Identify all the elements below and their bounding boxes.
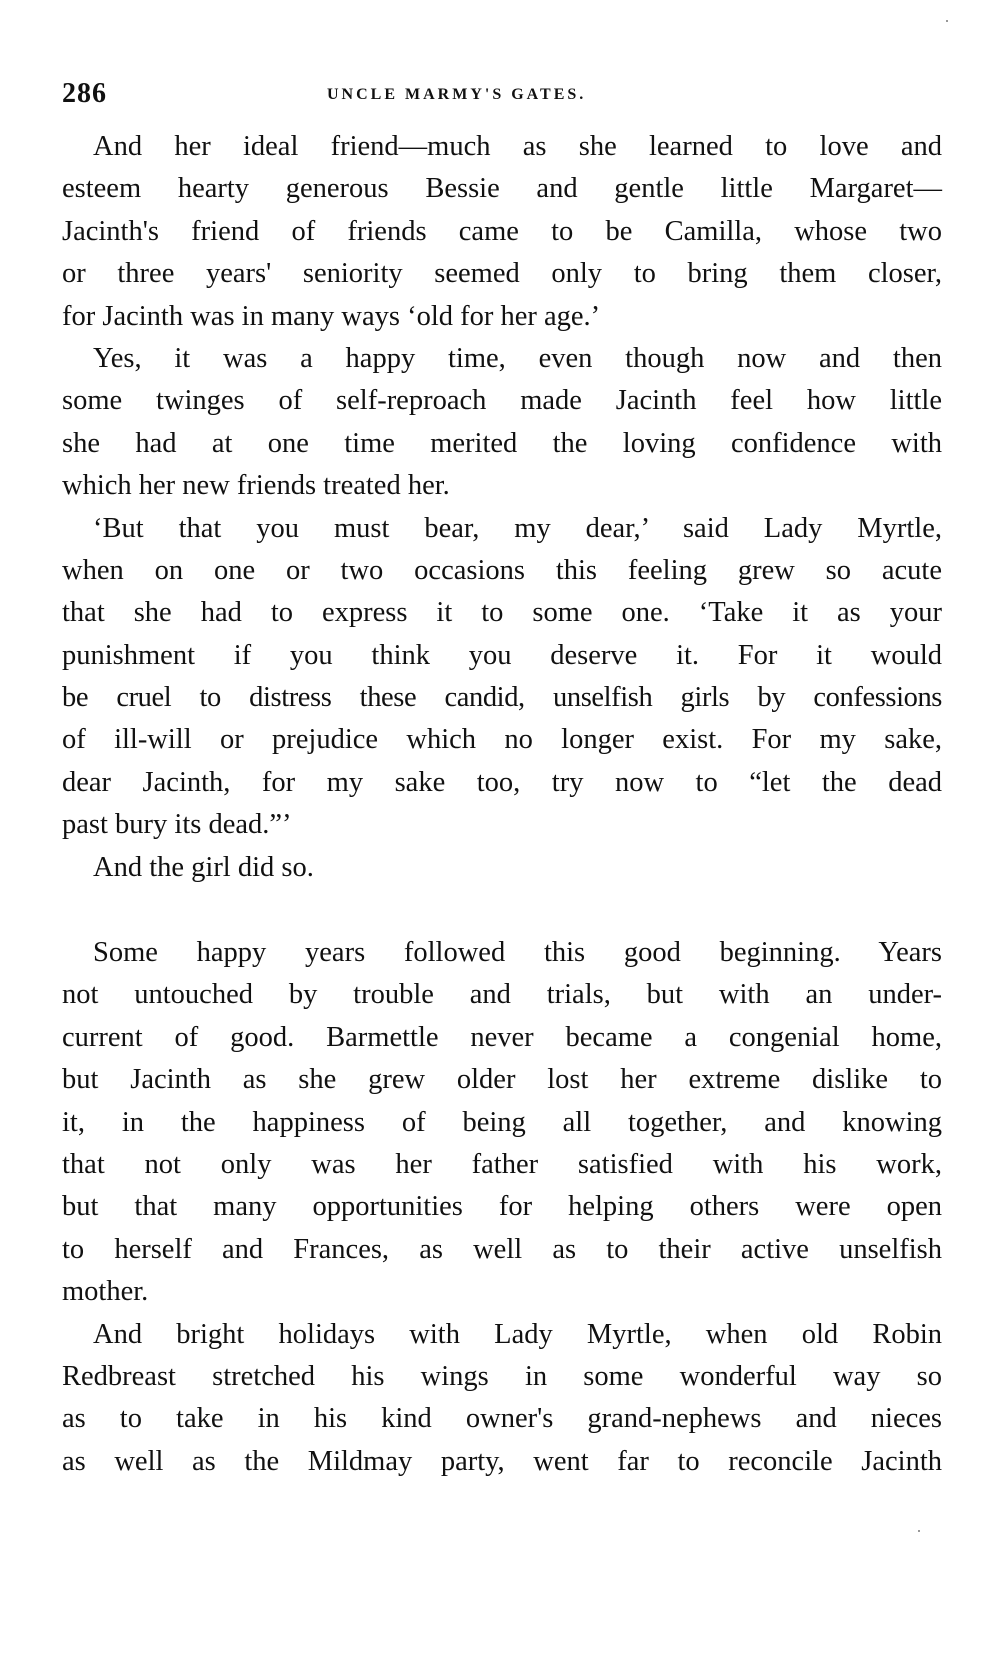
print-speck	[918, 1530, 920, 1532]
text-line: which her new friends treated her.	[62, 470, 450, 502]
text-line: esteem hearty generous Bessie and gentle little Margaret—	[62, 173, 942, 205]
text-line: past bury its dead.”’	[62, 809, 292, 841]
paragraph-3	[62, 508, 942, 847]
print-speck	[946, 20, 948, 22]
text-line: that not only was her father satisfied with his work,	[62, 1148, 942, 1180]
text-line: punishment if you think you deserve it. For it would	[62, 639, 942, 671]
running-title: UNCLE MARMY'S GATES.	[327, 86, 587, 103]
body-text	[62, 126, 942, 1483]
text-line: that she had to express it to some one. ‘Take it as your	[62, 597, 942, 629]
paragraph-2	[62, 338, 942, 508]
text-line: be cruel to distress these candid, unselfish girls by confessions	[62, 682, 942, 714]
running-head	[62, 78, 942, 118]
text-line: of ill-will or prejudice which no longer exist. For my sake,	[62, 724, 942, 756]
text-line: some twinges of self-reproach made Jacinth feel how little	[62, 385, 942, 417]
text-line: And her ideal friend—much as she learned to love and	[93, 131, 942, 162]
paragraph-4	[62, 847, 942, 889]
text-line: for Jacinth was in many ways ‘old for her age.’	[62, 300, 601, 332]
section-break	[62, 889, 942, 932]
text-line: Redbreast stretched his wings in some wonderful way so	[62, 1360, 942, 1392]
paragraph-5	[62, 932, 942, 1314]
text-line: she had at one time merited the loving confidence with	[62, 427, 942, 459]
text-line: it, in the happiness of being all together, and knowing	[62, 1106, 942, 1138]
text-line: Jacinth's friend of friends came to be Camilla, whose two	[62, 215, 942, 247]
text-line: not untouched by trouble and trials, but with an under-	[62, 979, 942, 1011]
text-line: when on one or two occasions this feeling grew so acute	[62, 554, 942, 586]
page-number: 286	[62, 78, 107, 109]
paragraph-6	[62, 1314, 942, 1484]
text-line: but Jacinth as she grew older lost her extreme dislike to	[62, 1064, 942, 1096]
text-line: Yes, it was a happy time, even though now and then	[93, 342, 942, 374]
text-line: Some happy years followed this good beginning. Years	[93, 937, 942, 969]
text-line: to herself and Frances, as well as to their active unselfish	[62, 1233, 942, 1265]
text-line: current of good. Barmettle never became a congenial home,	[62, 1021, 942, 1053]
text-line: mother.	[62, 1276, 149, 1308]
text-line: as to take in his kind owner's grand-nephews and nieces	[62, 1403, 942, 1435]
text-line: dear Jacinth, for my sake too, try now to “let the dead	[62, 766, 942, 798]
paragraph-1	[62, 126, 942, 338]
text-line: And the girl did so.	[93, 851, 314, 883]
text-line: And bright holidays with Lady Myrtle, when old Robin	[93, 1318, 942, 1350]
text-line: but that many opportunities for helping others were open	[62, 1191, 942, 1223]
text-line: or three years' seniority seemed only to bring them closer,	[62, 258, 942, 290]
text-line: as well as the Mildmay party, went far to reconcile Jacinth	[62, 1445, 942, 1477]
text-line: ‘But that you must bear, my dear,’ said Lady Myrtle,	[93, 512, 942, 544]
